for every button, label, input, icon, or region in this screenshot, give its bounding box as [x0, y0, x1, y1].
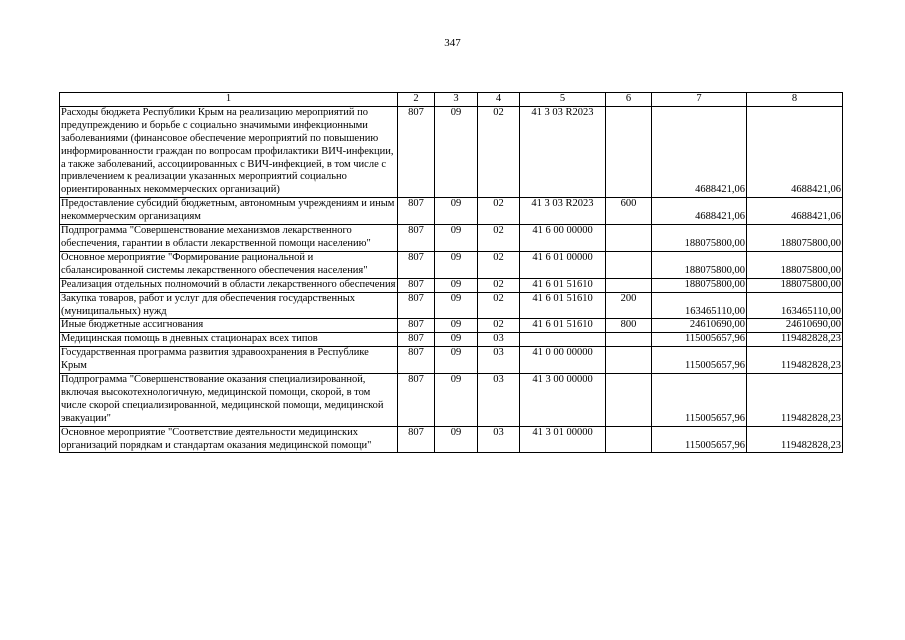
row-target-article-cell: 41 0 00 00000: [520, 347, 606, 374]
row-section-cell: 09: [435, 319, 478, 333]
row-amount-cell: 163465110,00: [747, 292, 843, 319]
table-row: [60, 319, 843, 333]
table-row: [60, 251, 843, 278]
table-row: [60, 347, 843, 374]
row-amount-cell: 4688421,06: [652, 198, 747, 225]
row-target-article-cell: [520, 333, 606, 347]
row-expense-type-cell: [606, 251, 652, 278]
row-section-cell: 09: [435, 426, 478, 453]
row-name-cell: Основное мероприятие "Соответствие деятельности медицинских организаций порядкам и стандартам оказания медицинской помощи": [60, 426, 398, 453]
row-code-cell: 807: [398, 106, 435, 197]
header-cell: 7: [652, 93, 747, 107]
row-name-cell: Государственная программа развития здравоохранения в Республике Крым: [60, 347, 398, 374]
row-target-article-cell: 41 3 03 R2023: [520, 198, 606, 225]
row-subsection-cell: 02: [478, 278, 520, 292]
row-name-cell: Закупка товаров, работ и услуг для обеспечения государственных (муниципальных) нужд: [60, 292, 398, 319]
row-amount-cell: 24610690,00: [652, 319, 747, 333]
row-section-cell: 09: [435, 333, 478, 347]
row-section-cell: 09: [435, 225, 478, 252]
row-expense-type-cell: [606, 426, 652, 453]
row-expense-type-cell: [606, 374, 652, 427]
row-subsection-cell: 03: [478, 374, 520, 427]
row-target-article-cell: 41 6 01 51610: [520, 292, 606, 319]
row-name-cell: Подпрограмма "Совершенствование механизмов лекарственного обеспечения, гарантии в области лекарственной помощи населению": [60, 225, 398, 252]
row-amount-cell: 188075800,00: [652, 278, 747, 292]
row-amount-cell: 115005657,96: [652, 426, 747, 453]
row-subsection-cell: 02: [478, 251, 520, 278]
row-name-cell: Подпрограмма "Совершенствование оказания специализированной, включая высокотехнологичную, медицинской помощи, скорой, в том числе скорой специализированной, медицинской помощи, медицинской эвакуации": [60, 374, 398, 427]
row-expense-type-cell: [606, 106, 652, 197]
row-expense-type-cell: 600: [606, 198, 652, 225]
row-target-article-cell: 41 6 00 00000: [520, 225, 606, 252]
table-row: [60, 198, 843, 225]
header-cell: 5: [520, 93, 606, 107]
row-amount-cell: 4688421,06: [747, 106, 843, 197]
row-expense-type-cell: 200: [606, 292, 652, 319]
row-amount-cell: 115005657,96: [652, 347, 747, 374]
row-name-cell: Реализация отдельных полномочий в области лекарственного обеспечения: [60, 278, 398, 292]
row-name-cell: Предоставление субсидий бюджетным, автономным учреждениям и иным некоммерческим организациям: [60, 198, 398, 225]
table-header-row: [60, 93, 843, 107]
table-row: [60, 225, 843, 252]
header-cell: 4: [478, 93, 520, 107]
row-name-cell: Иные бюджетные ассигнования: [60, 319, 398, 333]
row-amount-cell: 119482828,23: [747, 374, 843, 427]
row-amount-cell: 188075800,00: [652, 251, 747, 278]
row-code-cell: 807: [398, 374, 435, 427]
row-expense-type-cell: [606, 347, 652, 374]
row-code-cell: 807: [398, 225, 435, 252]
table-row: [60, 426, 843, 453]
row-amount-cell: 115005657,96: [652, 333, 747, 347]
table-row: [60, 333, 843, 347]
row-code-cell: 807: [398, 198, 435, 225]
budget-table: [59, 92, 843, 453]
row-code-cell: 807: [398, 333, 435, 347]
row-expense-type-cell: [606, 225, 652, 252]
row-subsection-cell: 02: [478, 319, 520, 333]
row-subsection-cell: 03: [478, 333, 520, 347]
row-target-article-cell: 41 6 01 51610: [520, 319, 606, 333]
row-subsection-cell: 02: [478, 225, 520, 252]
row-code-cell: 807: [398, 251, 435, 278]
row-amount-cell: 119482828,23: [747, 426, 843, 453]
header-cell: 6: [606, 93, 652, 107]
header-cell: 3: [435, 93, 478, 107]
row-amount-cell: 188075800,00: [747, 225, 843, 252]
row-name-cell: Медицинская помощь в дневных стационарах всех типов: [60, 333, 398, 347]
row-amount-cell: 188075800,00: [747, 251, 843, 278]
row-target-article-cell: 41 3 01 00000: [520, 426, 606, 453]
row-target-article-cell: 41 6 01 51610: [520, 278, 606, 292]
row-amount-cell: 24610690,00: [747, 319, 843, 333]
table-row: [60, 292, 843, 319]
row-subsection-cell: 02: [478, 198, 520, 225]
row-section-cell: 09: [435, 278, 478, 292]
row-expense-type-cell: 800: [606, 319, 652, 333]
row-amount-cell: 115005657,96: [652, 374, 747, 427]
table-row: [60, 106, 843, 197]
row-section-cell: 09: [435, 106, 478, 197]
row-section-cell: 09: [435, 347, 478, 374]
row-name-cell: Основное мероприятие "Формирование рациональной и сбалансированной системы лекарственного обеспечения населения": [60, 251, 398, 278]
table-row: [60, 374, 843, 427]
row-target-article-cell: 41 3 00 00000: [520, 374, 606, 427]
row-section-cell: 09: [435, 374, 478, 427]
row-section-cell: 09: [435, 251, 478, 278]
row-target-article-cell: 41 6 01 00000: [520, 251, 606, 278]
row-section-cell: 09: [435, 198, 478, 225]
row-amount-cell: 119482828,23: [747, 333, 843, 347]
row-amount-cell: 188075800,00: [747, 278, 843, 292]
row-subsection-cell: 02: [478, 106, 520, 197]
row-subsection-cell: 03: [478, 426, 520, 453]
row-amount-cell: 4688421,06: [652, 106, 747, 197]
row-code-cell: 807: [398, 426, 435, 453]
row-subsection-cell: 02: [478, 292, 520, 319]
row-code-cell: 807: [398, 292, 435, 319]
row-amount-cell: 188075800,00: [652, 225, 747, 252]
row-target-article-cell: 41 3 03 R2023: [520, 106, 606, 197]
row-code-cell: 807: [398, 319, 435, 333]
header-cell: 2: [398, 93, 435, 107]
row-amount-cell: 119482828,23: [747, 347, 843, 374]
row-section-cell: 09: [435, 292, 478, 319]
table-row: [60, 278, 843, 292]
header-cell: 1: [60, 93, 398, 107]
row-code-cell: 807: [398, 278, 435, 292]
row-code-cell: 807: [398, 347, 435, 374]
row-expense-type-cell: [606, 278, 652, 292]
table-body: [60, 93, 843, 453]
page-number: 347: [444, 37, 461, 49]
row-expense-type-cell: [606, 333, 652, 347]
row-name-cell: Расходы бюджета Республики Крым на реализацию мероприятий по предупреждению и борьбе с социально значимыми инфекционными заболеваниями (финансовое обеспечение мероприятий по повышению информированности граждан по вопросам профилактики ВИЧ-инфекции, а также заболеваний, ассоциированных с ВИЧ-инфекцией, в том числе с привлечением к реализации указанных мероприятий социально ориентированных некоммерческих организаций): [60, 106, 398, 197]
row-amount-cell: 163465110,00: [652, 292, 747, 319]
row-amount-cell: 4688421,06: [747, 198, 843, 225]
row-subsection-cell: 03: [478, 347, 520, 374]
header-cell: 8: [747, 93, 843, 107]
